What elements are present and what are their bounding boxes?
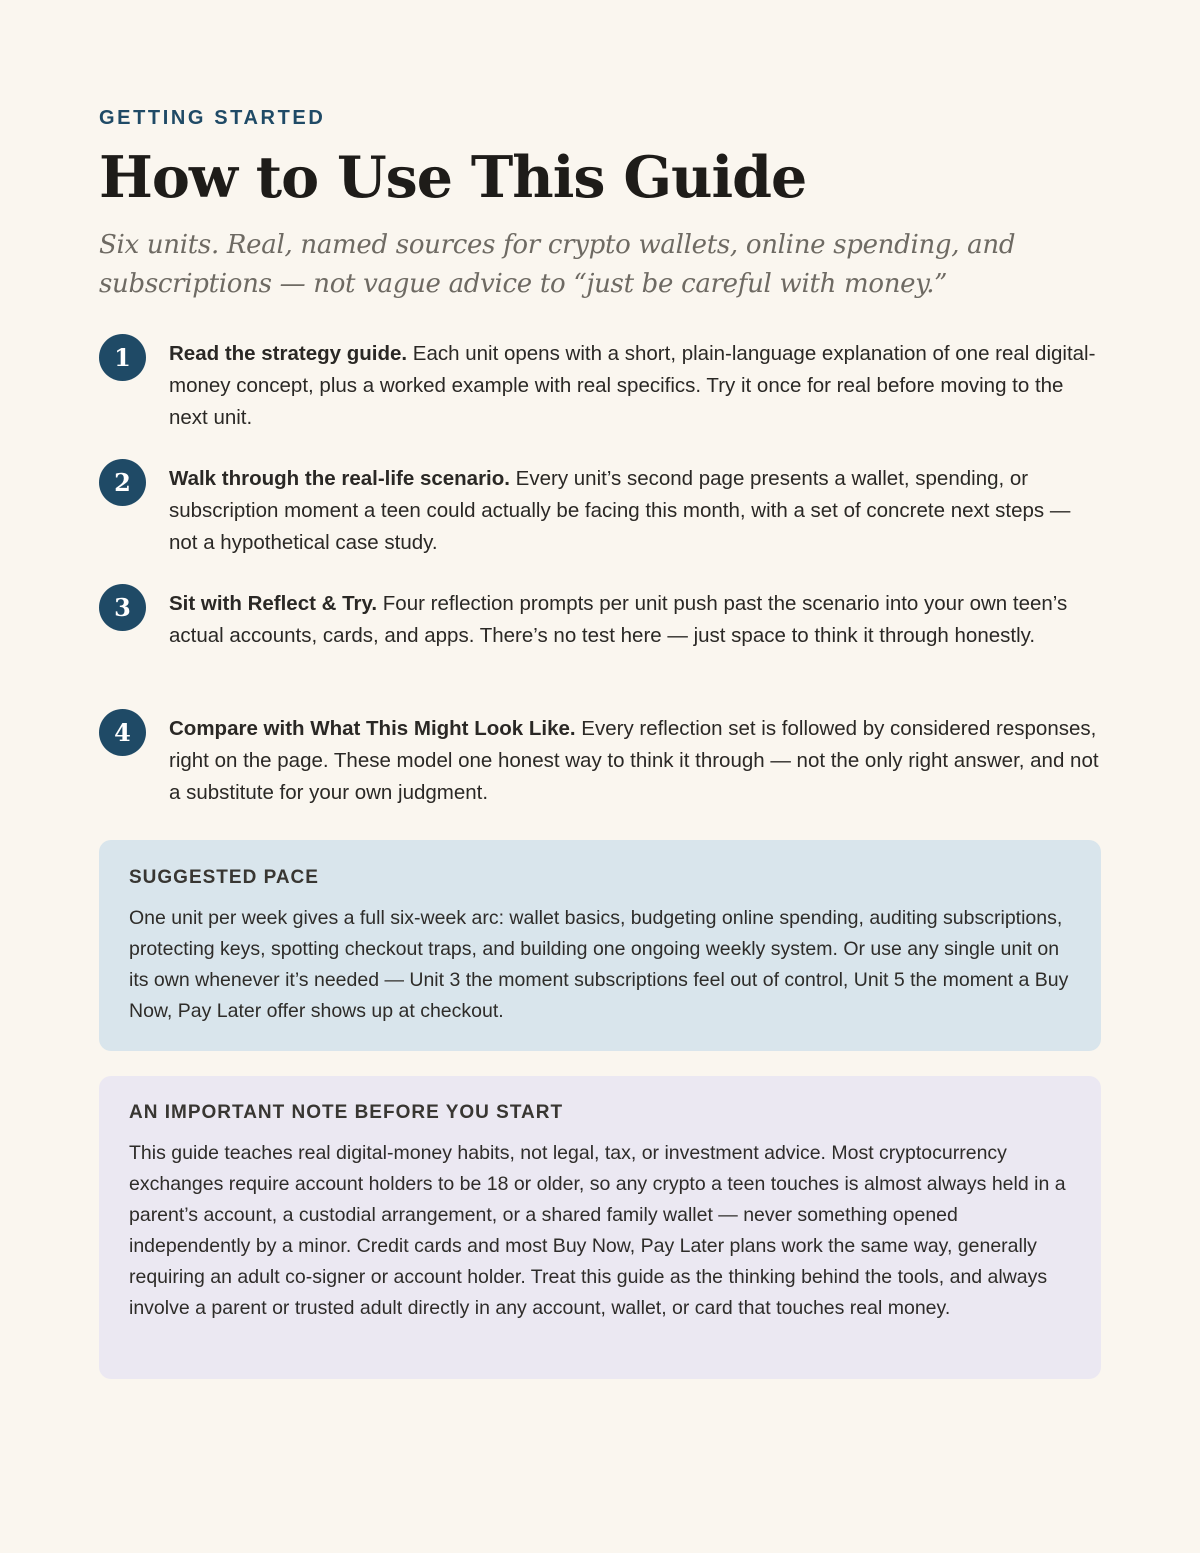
step-body: Every unit’s second page presents a wallet, spending, or subscription moment a teen could actually be facing this month, with a set of concrete next steps — not a hypothetical case study. — [169, 467, 1071, 554]
pace-body: One unit per week gives a full six-week arc: wallet basics, budgeting online spending, auditing subscriptions, protecting keys, spotting checkout traps, and building one ongoing weekly system. Or use any single unit on its own whenever it’s needed — Unit 3 the moment subscriptions feel out of control, Unit 5 the moment a Buy Now, Pay Later offer shows up at checkout. — [129, 907, 1069, 1022]
step-lead: Read the strategy guide. — [169, 342, 408, 365]
step-text — [169, 713, 1104, 809]
step-lead: Sit with Reflect & Try. — [169, 592, 378, 615]
note-body: This guide teaches real digital-money habits, not legal, tax, or investment advice. Most cryptocurrency exchanges require account holders to be 18 or older, so any crypto a teen touches is almost always held in a parent’s account, a custodial arrangement, or a shared family wallet — never something opened independently by a minor. Credit cards and most Buy Now, Pay Later plans work the same way, generally requiring an adult co-signer or account holder. Treat this guide as the thinking behind the tools, and always involve a parent or trusted adult directly in any account, wallet, or card that touches real money. — [129, 1142, 1066, 1319]
step-text — [169, 338, 1104, 434]
step-lead: Compare with What This Might Look Like. — [169, 717, 576, 740]
step-number-badge: 4 — [99, 709, 146, 756]
page-subtitle: Six units. Real, named sources for crypto wallets, online spending, and subscriptions — not vague advice to “just be careful with money.” — [99, 230, 1016, 299]
step-text — [169, 588, 1104, 652]
note-heading: AN IMPORTANT NOTE BEFORE YOU START — [129, 1102, 564, 1123]
step-body: Four reflection prompts per unit push past the scenario into your own teen’s actual accounts, cards, and apps. There’s no test here — just space to think it through honestly. — [169, 592, 1068, 647]
step-number-badge: 2 — [99, 459, 146, 506]
page-title: How to Use This Guide — [99, 144, 807, 211]
important-note-box — [99, 1076, 1101, 1379]
suggested-pace-box — [99, 840, 1101, 1051]
step-body: Each unit opens with a short, plain-language explanation of one real digital-money concept, plus a worked example with real specifics. Try it once for real before moving to the next unit. — [169, 342, 1096, 429]
pace-heading: SUGGESTED PACE — [129, 867, 319, 888]
step-text — [169, 463, 1104, 559]
step-number-badge: 1 — [99, 334, 146, 381]
step-body: Every reflection set is followed by considered responses, right on the page. These model one honest way to think it through — not the only right answer, and not a substitute for your own judgment. — [169, 717, 1099, 804]
section-eyebrow: GETTING STARTED — [99, 107, 326, 129]
step-lead: Walk through the real-life scenario. — [169, 467, 510, 490]
step-number-badge: 3 — [99, 584, 146, 631]
